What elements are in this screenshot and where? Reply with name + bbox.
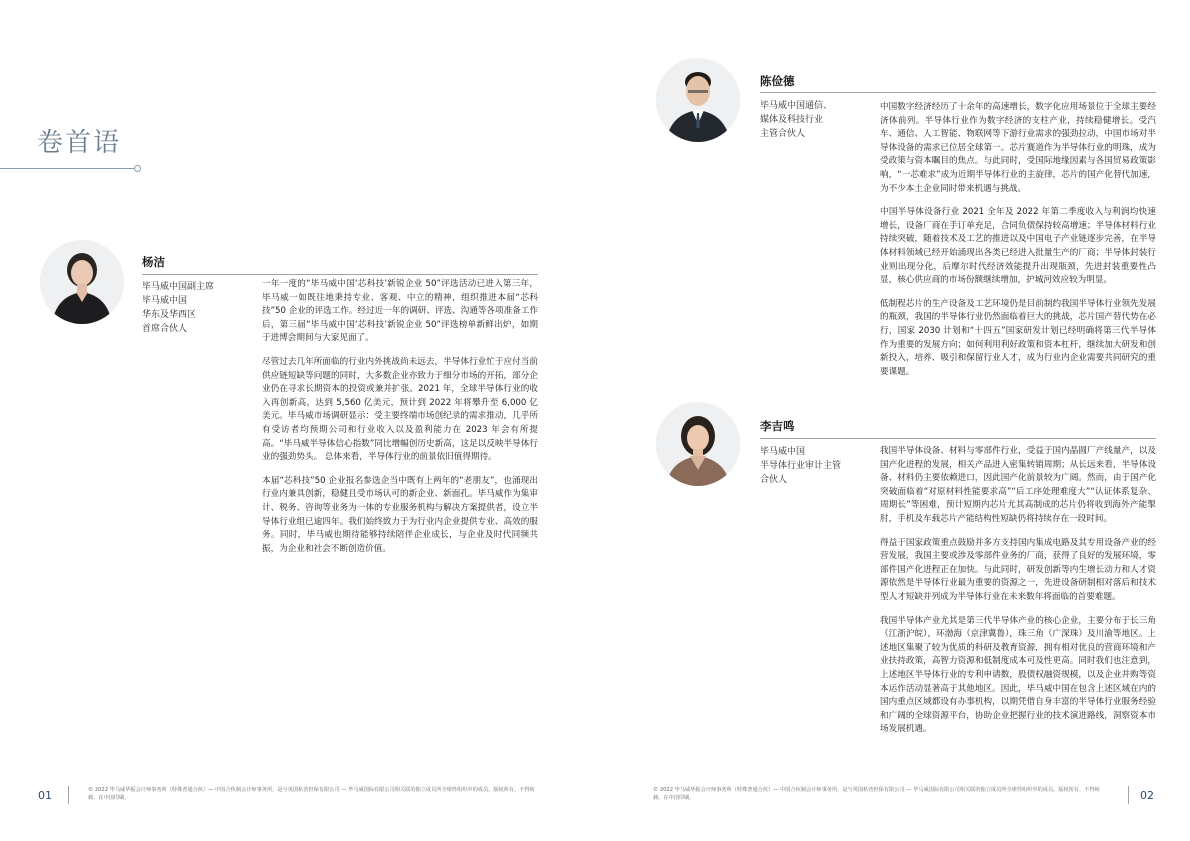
page-number-left: 01 — [38, 789, 52, 802]
paragraph: 我国半导体设备、材料与零部件行业，受益于国内晶圆厂产线量产，以及国产化进程的发展，相关产品进入密集转销周期；从长远来看，半导体设备、材料仍主要依赖进口，因此国产化前景较为广阔。然而，由于国产化突破面临着“对原材料性能要求高”“后工序处理难度大”“认证体系复杂、周期长”等困难，预计短期内芯片尤其高制成的芯片仍将收到海外产能掣肘，手机及车载芯片产能结构性短缺仍将持续存在一段时间。 — [880, 446, 1156, 524]
role-line: 毕马威中国副主席 — [142, 282, 215, 292]
section-title: 卷首语 — [37, 128, 122, 158]
avatar-li-jiming — [656, 402, 740, 486]
person-role — [760, 445, 870, 487]
footer-divider — [1128, 786, 1129, 804]
avatar-yang-jie — [40, 240, 124, 324]
person-statement — [262, 278, 538, 566]
role-line: 半导体行业审计主管 — [760, 461, 842, 471]
role-line: 首席合伙人 — [142, 324, 188, 334]
role-line: 毕马威中国 — [142, 296, 188, 306]
page-number-right: 02 — [1140, 789, 1154, 802]
footer-legal-right: © 2022 毕马威华振会计师事务所（特殊普通合伙）— 中国合伙制会计师事务所，是与英国私营担保有限公司 — 毕马威国际有限公司相关联的独立成员所全球性组织中的成员。版权所有，不得转载。在中国印刷。 — [653, 787, 1100, 801]
title-underline — [0, 168, 134, 169]
paragraph: 本届“芯科技”50 企业报名参选企当中既有上两年的“老朋友”，也涌现出行业内兼具创新，稳健且受市场认可的新企业、新面孔。毕马威作为集审计、税务、咨询等业务为一体的专业服务机构与解决方案提供者，设立半导体行业组已逾四年。我们始终致力于为行业内企业提供专业、高效的服务。同时，毕马威也期待能够持续陪伴企业成长，与企业及时代同频共振，为企业和社会不断创造价值。 — [262, 475, 538, 554]
person-role — [142, 280, 252, 336]
person-role — [760, 99, 870, 141]
name-divider — [760, 438, 1156, 439]
role-line: 合伙人 — [760, 475, 788, 485]
name-divider — [142, 274, 538, 275]
person-statement — [880, 101, 1156, 389]
person-name: 陈俭德 — [760, 74, 795, 88]
role-line: 媒体及科技行业 — [760, 115, 824, 125]
paragraph: 一年一度的“毕马威中国‘芯科技’新锐企业 50”评选活动已进入第三年，毕马威一如既往地秉持专业、客观、中立的精神，组织推进本届“芯科技”50 企业的评选工作。经过近一年的调研、评选、沟通等各项准备工作后，第三届“毕马威中国‘芯科技’新锐企业 50”评选榜单新鲜出炉，如期于进博会期间与大家见面了。 — [262, 279, 538, 344]
role-line: 主管合伙人 — [760, 129, 806, 139]
paragraph: 尽管过去几年所面临的行业内外挑战尚未远去，半导体行业忙于应付当前供应链短缺等问题的同时，大多数企业亦致力于细分市场的开拓，部分企业仍在寻求长期资本的投资或兼并扩张。2021 年，全球半导体行业的收入再创新高，达到 5,560 亿美元，预计到 2022 年将攀升至 6,000 亿美元。毕马威市场调研显示：受主要终端市场创纪录的需求推动，几乎所有受访者均预期公司和行业收入以及盈利能力在 2023 年会有所提高。“毕马威半导体信心指数”同比增幅创历史新高，这足以反映半导体行业的强劲势头。 总体来看，半导体行业的前景依旧值得期待。 — [262, 356, 538, 463]
paragraph: 中国半导体设备行业 2021 全年及 2022 年第二季度收入与利润均快速增长，设备厂商在手订单充足，合同负债保持较高增速；半导体材料行业持续突破，随着技术及工艺的推进以及中国电子产业链逐步完善，在半导体材料领域已经开始涌现出各类已经进入批量生产的厂商；半导体封装行业则出现分化，后摩尔时代经济效能提升出现瓶颈，先进封装重要性凸显，核心供应商的市场份额继续增加，护城河效应较为明显。 — [880, 207, 1156, 286]
paragraph: 低制程芯片的生产设备及工艺环境仍是目前制约我国半导体行业领先发展的瓶颈，我国的半导体行业仍然面临着巨大的挑战，芯片国产替代势在必行，国家 2030 计划和“十四五”国家研发计划已经明确将第三代半导体作为重要的发展方向；如何利用利好政策和资本杠杆，继续加大研发和创新投入，培养、吸引和保留行业人才，成为行业内企业需要共同研究的重要课题。 — [880, 298, 1156, 377]
role-line: 毕马威中国通信、 — [760, 101, 833, 111]
title-dot — [134, 165, 141, 172]
portrait-icon — [40, 240, 124, 324]
portrait-icon — [656, 402, 740, 486]
paragraph: 得益于国家政策重点鼓励并多方支持国内集成电路及其专用设备产业的经营发展，我国主要或涉及零部件业务的厂商，获得了良好的发展环境，零部件国产化进程正在加快。与此同时，研发创新等内生增长动力和人才资源依然是半导体行业最为重要的资源之一，先进设备研制相对落后和技术型人才短缺并列成为半导体行业在未来数年将面临的首要难题。 — [880, 537, 1156, 602]
person-name: 杨洁 — [142, 255, 165, 269]
avatar-chen-jiande — [656, 58, 740, 142]
name-divider — [760, 92, 1156, 93]
footer-legal-left: © 2022 毕马威华振会计师事务所（特殊普通合伙）— 中国合伙制会计师事务所，是与英国私营担保有限公司 — 毕马威国际有限公司相关联的独立成员所全球性组织中的成员。版权所有，不得转载。在中国印刷。 — [88, 787, 535, 801]
footer-divider — [68, 786, 69, 804]
portrait-icon — [656, 58, 740, 142]
role-line: 毕马威中国 — [760, 447, 806, 457]
paragraph: 中国数字经济经历了十余年的高速增长，数字化应用场景位于全球主要经济体前列。半导体行业作为数字经济的支柱产业，持续稳健增长。受汽车、通信、人工智能、物联网等下游行业需求的强劲拉动，中国市场对半导体设备的需求已位居全球第一。芯片赛道作为半导体行业的明珠，成为受政策与资本瞩目的焦点。与此同时，受国际地缘因素与各国贸易政策影响，“一芯难求”成为近期半导体行业的主旋律，芯片的国产化替代加速，为不少本土企业同时带来机遇与挑战。 — [880, 102, 1156, 194]
role-line: 华东及华西区 — [142, 310, 197, 320]
person-name: 李吉鸣 — [760, 419, 795, 433]
person-statement — [880, 445, 1156, 747]
paragraph: 我国半导体产业尤其是第三代半导体产业的核心企业，主要分布于长三角（江浙沪皖），环渤海（京津冀鲁），珠三角（广深珠）及川渝等地区。上述地区集聚了较为优质的科研及教育资源，拥有相对优良的营商环境和产业扶持政策，高智力资源和低制度成本可及性更高。同时我们也注意到，上述地区半导体行业的专利申请数，股债权融资规模，以及企业并购等资本运作活动显著高于其他地区。因此，毕马威中国在包含上述区域在内的国内重点区域都设有办事机构，以期凭借自身丰富的半导体行业服务经验和广阔的全球资源平台，协助企业把握行业的技术演进路线，洞察资本市场发展机遇。 — [880, 615, 1156, 735]
